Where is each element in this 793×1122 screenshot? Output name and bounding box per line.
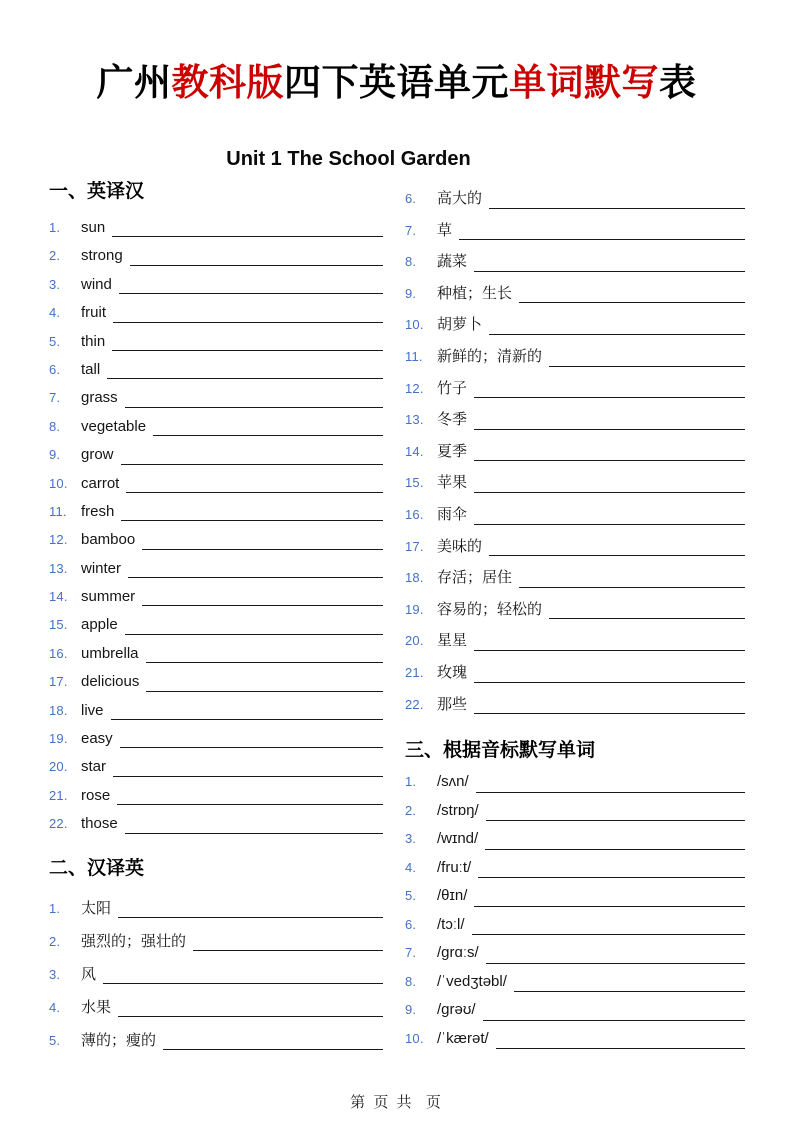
answer-blank-line (459, 239, 745, 240)
word-row (405, 213, 745, 245)
word-row (405, 968, 745, 997)
answer-blank-line (549, 618, 745, 619)
item-word: winter (81, 559, 122, 577)
item-number: 20. (49, 759, 68, 775)
answer-blank-line (142, 605, 383, 606)
item-word: fresh (81, 502, 115, 520)
item-word: 胡萝卜 (437, 316, 483, 334)
item-phonetic: /strɒŋ/ (437, 801, 479, 819)
word-row (49, 440, 383, 468)
item-phonetic: /ˈvedʒtəbl/ (437, 972, 507, 990)
item-number: 15. (405, 475, 424, 491)
word-row (405, 307, 745, 339)
item-number: 21. (49, 787, 68, 803)
section-2-heading: 二、汉译英 (49, 857, 145, 879)
item-word: 容易的；轻松的 (437, 600, 543, 618)
answer-blank-line (113, 776, 383, 777)
item-word: tall (81, 360, 101, 378)
item-number: 10. (405, 317, 424, 333)
answer-blank-line (519, 587, 745, 588)
item-number: 5. (405, 888, 417, 904)
right-column (405, 181, 745, 1054)
word-row (49, 752, 383, 780)
item-number: 12. (405, 380, 424, 396)
item-phonetic: /ˈkærət/ (437, 1029, 489, 1047)
item-word: 高大的 (437, 190, 483, 207)
word-row (49, 412, 383, 440)
answer-blank-line (474, 524, 745, 525)
item-word: rose (81, 786, 111, 804)
item-number: 1. (49, 220, 61, 235)
answer-blank-line (107, 378, 383, 379)
item-word: carrot (81, 474, 120, 492)
item-phonetic: /tɔːl/ (437, 915, 465, 933)
answer-blank-line (119, 293, 383, 294)
word-row (405, 529, 745, 561)
word-row (405, 434, 745, 466)
word-row (405, 339, 745, 371)
answer-blank-line (474, 460, 745, 461)
word-row (49, 889, 383, 922)
word-row (405, 882, 745, 911)
item-word: summer (81, 588, 136, 606)
word-row (49, 582, 383, 610)
word-row (49, 639, 383, 667)
item-word: umbrella (81, 644, 139, 662)
item-word: 太阳 (81, 899, 112, 917)
answer-blank-line (146, 662, 383, 663)
answer-blank-line (113, 322, 383, 323)
word-row (49, 781, 383, 809)
item-word: 雨伞 (437, 505, 468, 523)
item-number: 20. (405, 633, 424, 649)
word-row (405, 623, 745, 655)
word-row (405, 825, 745, 854)
answer-blank-line (118, 917, 383, 918)
answer-blank-line (112, 236, 383, 237)
word-row (405, 854, 745, 883)
item-number: 11. (405, 348, 423, 364)
word-row (49, 327, 383, 355)
item-word: 强烈的；强壮的 (81, 932, 187, 950)
item-word: wind (81, 275, 112, 293)
title-part: 表 (659, 62, 697, 103)
item-number: 3. (49, 966, 61, 982)
item-word: 冬季 (437, 411, 468, 429)
item-word: star (81, 758, 107, 776)
item-number: 14. (49, 589, 68, 605)
word-row (49, 988, 383, 1021)
item-number: 17. (49, 674, 68, 690)
section-1-heading: 一、英译汉 (49, 181, 145, 202)
left-column (49, 181, 383, 1054)
item-number: 13. (49, 560, 68, 576)
answer-blank-line (486, 963, 745, 964)
item-number: 1. (405, 774, 417, 790)
word-row (49, 554, 383, 582)
word-row (405, 276, 745, 308)
answer-blank-line (130, 265, 383, 266)
word-row (405, 244, 745, 276)
word-row (405, 371, 745, 403)
word-row (49, 1021, 383, 1054)
item-number: 15. (49, 617, 68, 633)
item-word: 新鲜的；清新的 (437, 347, 543, 365)
item-number: 2. (49, 933, 61, 949)
item-word: 夏季 (437, 442, 468, 460)
item-number: 16. (49, 645, 68, 661)
word-row (405, 465, 745, 497)
item-number: 5. (49, 1032, 61, 1048)
item-number: 9. (405, 285, 417, 301)
answer-blank-line (112, 350, 383, 351)
answer-blank-line (121, 464, 383, 465)
item-word: 美味的 (437, 537, 483, 555)
word-row (405, 687, 745, 719)
section-2-list-right (405, 181, 745, 718)
item-number: 9. (405, 1002, 417, 1018)
item-word: 水果 (81, 998, 112, 1016)
item-word: 竹子 (437, 379, 468, 397)
answer-blank-line (474, 650, 745, 651)
word-row (49, 241, 383, 269)
word-row (49, 667, 383, 695)
word-row (405, 402, 745, 434)
word-row (49, 809, 383, 837)
answer-blank-line (125, 833, 383, 834)
answer-blank-line (485, 849, 745, 850)
title-part-highlight: 教科版 (171, 62, 284, 103)
answer-blank-line (474, 713, 745, 714)
item-word: fruit (81, 304, 107, 322)
answer-blank-line (111, 719, 383, 720)
item-number: 8. (49, 418, 61, 434)
item-word: bamboo (81, 531, 136, 549)
section-3-list (405, 768, 745, 1053)
item-number: 6. (49, 361, 61, 377)
item-number: 7. (49, 390, 61, 406)
word-row (49, 469, 383, 497)
answer-blank-line (474, 492, 745, 493)
word-row (49, 298, 383, 326)
answer-blank-line (519, 302, 745, 303)
word-row (405, 181, 745, 213)
item-word: 种植；生长 (437, 284, 513, 302)
section-3-heading: 三、根据音标默写单词 (405, 740, 596, 762)
item-number: 6. (405, 191, 417, 206)
item-number: 10. (405, 1030, 424, 1046)
page-footer: 第 页 共 页 (350, 1094, 443, 1111)
word-row (49, 270, 383, 298)
word-row (49, 383, 383, 411)
answer-blank-line (126, 492, 383, 493)
word-row (49, 955, 383, 988)
item-word: vegetable (81, 417, 147, 435)
answer-blank-line (121, 520, 383, 521)
item-phonetic: /sʌn/ (437, 773, 469, 791)
page-title (0, 0, 793, 104)
word-row (405, 1025, 745, 1054)
item-word: apple (81, 616, 118, 634)
title-part-highlight: 单词默写 (509, 62, 659, 103)
item-number: 3. (405, 831, 417, 847)
item-number: 19. (49, 731, 68, 747)
item-number: 11. (49, 503, 67, 519)
item-word: 蔬菜 (437, 253, 468, 271)
word-row (49, 355, 383, 383)
answer-blank-line (474, 429, 745, 430)
answer-blank-line (474, 682, 745, 683)
item-number: 19. (405, 601, 424, 617)
answer-blank-line (474, 397, 745, 398)
item-number: 4. (49, 999, 61, 1015)
word-row (49, 497, 383, 525)
item-phonetic: /wɪnd/ (437, 830, 479, 848)
item-word: strong (81, 247, 123, 265)
unit-title: Unit 1 The School Garden (226, 148, 471, 170)
answer-blank-line (489, 334, 745, 335)
answer-blank-line (483, 1020, 745, 1021)
item-phonetic: /grəʊ/ (437, 1001, 476, 1019)
word-row (405, 592, 745, 624)
answer-blank-line (489, 555, 745, 556)
item-number: 5. (49, 333, 61, 349)
item-number: 2. (405, 802, 417, 818)
item-number: 4. (405, 859, 417, 875)
item-number: 6. (405, 916, 417, 932)
word-row (49, 922, 383, 955)
answer-blank-line (142, 549, 383, 550)
answer-blank-line (118, 1016, 383, 1017)
item-word: delicious (81, 673, 140, 691)
answer-blank-line (117, 804, 383, 805)
answer-blank-line (153, 435, 383, 436)
answer-blank-line (486, 820, 745, 821)
item-number: 4. (49, 305, 61, 321)
answer-blank-line (489, 208, 745, 209)
item-word: 玫瑰 (437, 663, 468, 681)
answer-blank-line (128, 577, 383, 578)
item-number: 8. (405, 254, 417, 270)
content-columns (49, 181, 745, 1054)
word-row (405, 497, 745, 529)
word-row (405, 996, 745, 1025)
item-number: 21. (405, 664, 424, 680)
item-word: easy (81, 730, 113, 748)
word-row (405, 939, 745, 968)
word-row (405, 655, 745, 687)
section-2-list-left (49, 889, 383, 1054)
title-part: 广州 (96, 62, 172, 103)
word-row (49, 213, 383, 241)
answer-blank-line (472, 934, 745, 935)
answer-blank-line (476, 792, 745, 793)
answer-blank-line (163, 1049, 383, 1050)
item-word: 薄的；瘦的 (81, 1031, 157, 1049)
item-number: 16. (405, 506, 424, 522)
item-word: thin (81, 332, 106, 350)
item-number: 17. (405, 538, 424, 554)
item-word: grow (81, 446, 114, 464)
word-row (405, 797, 745, 826)
item-phonetic: /fruːt/ (437, 858, 472, 876)
answer-blank-line (120, 747, 383, 748)
item-number: 13. (405, 412, 424, 428)
item-number: 7. (405, 945, 417, 961)
item-word: 风 (81, 965, 97, 983)
word-row (405, 560, 745, 592)
item-number: 10. (49, 475, 68, 491)
item-number: 1. (49, 900, 61, 916)
word-row (49, 696, 383, 724)
answer-blank-line (103, 983, 383, 984)
item-phonetic: /θɪn/ (437, 887, 468, 905)
title-part: 四下英语单元 (284, 62, 509, 103)
answer-blank-line (549, 366, 745, 367)
item-number: 2. (49, 248, 61, 264)
answer-blank-line (125, 407, 383, 408)
item-number: 18. (405, 570, 424, 586)
item-word: 存活；居住 (437, 569, 513, 587)
item-number: 3. (49, 276, 61, 292)
item-word: 苹果 (437, 474, 468, 492)
answer-blank-line (474, 271, 745, 272)
answer-blank-line (514, 991, 745, 992)
answer-blank-line (478, 877, 745, 878)
answer-blank-line (496, 1048, 745, 1049)
item-word: 草 (437, 221, 453, 239)
item-number: 8. (405, 973, 417, 989)
word-row (49, 724, 383, 752)
answer-blank-line (146, 691, 383, 692)
item-word: those (81, 815, 118, 833)
item-word: 那些 (437, 695, 468, 713)
word-row (49, 610, 383, 638)
item-word: sun (81, 219, 106, 236)
answer-blank-line (474, 906, 745, 907)
word-row (49, 525, 383, 553)
item-number: 9. (49, 447, 61, 463)
item-number: 18. (49, 702, 68, 718)
word-row (405, 768, 745, 797)
item-word: grass (81, 389, 118, 407)
item-number: 22. (49, 816, 68, 832)
item-number: 7. (405, 222, 417, 238)
section-1-list (49, 213, 383, 838)
item-word: live (81, 701, 104, 719)
word-row (405, 911, 745, 940)
answer-blank-line (193, 950, 383, 951)
item-phonetic: /grɑːs/ (437, 944, 479, 962)
item-word: 星星 (437, 632, 468, 650)
item-number: 12. (49, 532, 68, 548)
item-number: 14. (405, 443, 424, 459)
item-number: 22. (405, 696, 424, 712)
answer-blank-line (125, 634, 383, 635)
